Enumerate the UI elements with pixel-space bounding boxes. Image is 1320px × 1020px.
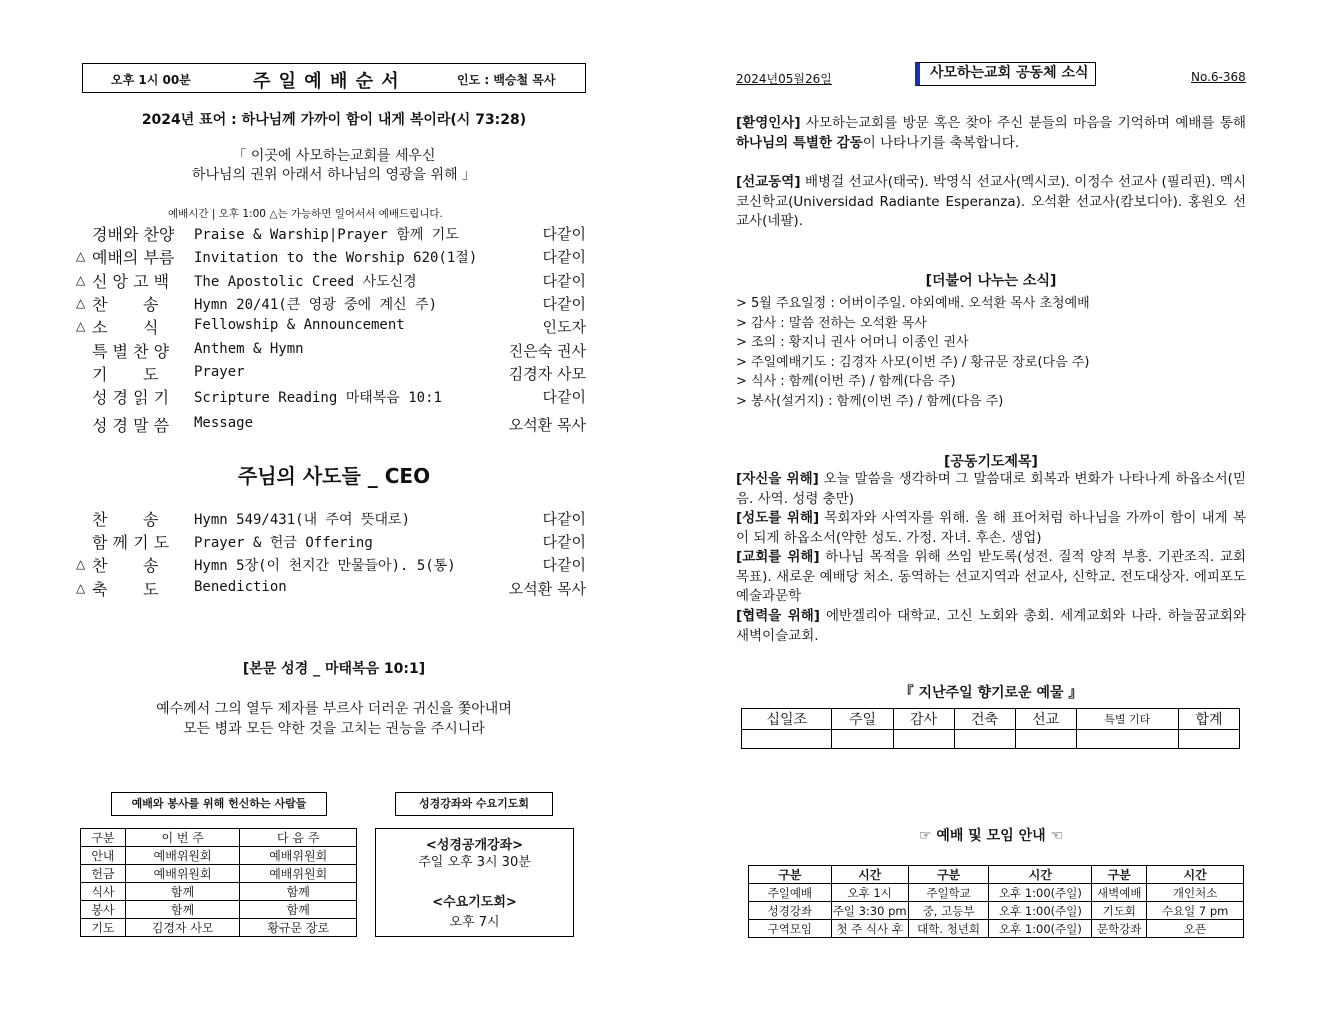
- servants-cell: 함께: [125, 901, 240, 919]
- meetings-row: [749, 902, 1244, 920]
- worship-item-name: 찬 송: [92, 510, 159, 529]
- worship-item-english: Hymn 549/431(내 주여 뜻대로): [194, 512, 411, 528]
- share-heading: [더불어 나누는 소식]: [925, 273, 1057, 289]
- meetings-cell: 대학. 청년회: [908, 920, 989, 938]
- offering-header-cell: 특별 기타: [1076, 709, 1178, 730]
- servants-cell: 예배위원회: [240, 865, 357, 883]
- worship-item-english: Message: [194, 415, 254, 431]
- stand-mark: △: [76, 319, 86, 333]
- mission-text: 배병걸 선교사(태국). 박영식 선교사(멕시코). 이정수 선교사 (필리핀). 멕시코신학교(Universidad Radiante Esperanza). 오석환 선교사(캄보디아). 홍원오 선교사(네팔).: [736, 174, 1246, 229]
- worship-item-leader: 김경자 사모: [508, 365, 586, 383]
- meetings-cell: 개인처소: [1147, 884, 1244, 902]
- servants-header-cell: 다 음 주: [240, 829, 357, 847]
- worship-item-leader: 다같이: [542, 510, 586, 528]
- worship-item: [76, 530, 586, 552]
- issue-number: No.6-368: [1191, 70, 1246, 84]
- meetings-cell: 첫 주 식사 후: [831, 920, 908, 938]
- servants-table: [80, 828, 357, 937]
- bible-study-box: [375, 828, 574, 937]
- servants-header-cell: 이 번 주: [125, 829, 240, 847]
- vision-line-1: 「 이곳에 사모하는교회를 세우신: [232, 148, 436, 164]
- servants-cell: 헌금: [81, 865, 126, 883]
- worship-item-name: 경배와 찬양: [92, 225, 175, 244]
- offering-amount-cell: [893, 730, 954, 749]
- worship-item-english: Anthem & Hymn: [194, 341, 304, 357]
- meetings-cell: 주일예배: [749, 884, 832, 902]
- welcome-bold: 하나님의 특별한 감동: [736, 134, 863, 151]
- servants-row: [81, 847, 357, 865]
- worship-item-english: Praise & Warship|Prayer 함께 기도: [194, 227, 459, 243]
- meetings-title: ☞ 예배 및 모임 안내 ☜: [918, 828, 1064, 844]
- meetings-cell: 중, 고등부: [908, 902, 989, 920]
- stand-mark: △: [76, 581, 86, 595]
- worship-item: [76, 413, 586, 435]
- worship-item-name: 신 앙 고 백: [92, 272, 170, 291]
- meetings-cell: 주일학교: [908, 884, 989, 902]
- stand-mark: △: [76, 273, 86, 287]
- offering-amount-cell: [954, 730, 1015, 749]
- meetings-cell: 기도회: [1092, 902, 1147, 920]
- meetings-row: [749, 884, 1244, 902]
- worship-item-leader: 다같이: [542, 272, 586, 290]
- meetings-cell: 구역모임: [749, 920, 832, 938]
- worship-item-leader: 다같이: [542, 295, 586, 313]
- meetings-header-cell: 구분: [1092, 866, 1147, 884]
- scripture-heading: [본문 성경 _ 마태복음 10:1]: [242, 661, 426, 677]
- worship-item-name: 찬 송: [92, 295, 159, 314]
- servants-cell: 예배위원회: [125, 847, 240, 865]
- offering-header-cell: 주일: [832, 709, 893, 730]
- offering-header-cell: 합계: [1178, 709, 1239, 730]
- leader: 인도 : 백승철 목사: [457, 73, 556, 87]
- worship-item-name: 특 별 찬 양: [92, 342, 170, 361]
- servants-cell: 기도: [81, 919, 126, 937]
- scripture-line-1: 예수께서 그의 열두 제자를 부르사 더러운 귀신을 쫓아내며: [156, 701, 512, 717]
- news-title: 사모하는교회 공동체 소식: [915, 62, 1096, 86]
- share-item: > 식사 : 함께(이번 주) / 함께(다음 주): [736, 374, 956, 389]
- share-item: > 5월 주요일정 : 어버이주일. 야외예배. 오석환 목사 초청예배: [736, 296, 1090, 311]
- servants-cell: 함께: [125, 883, 240, 901]
- worship-item-name: 함 께 기 도: [92, 533, 170, 552]
- offering-header-cell: 선교: [1015, 709, 1076, 730]
- meetings-cell: 주일 3:30 pm: [832, 903, 907, 918]
- offering-header-cell: 십일조: [742, 709, 832, 730]
- prayer-item-label: [협력을 위해]: [736, 608, 820, 624]
- stand-mark: △: [76, 296, 86, 310]
- servants-row: [81, 919, 357, 937]
- worship-item: [76, 315, 586, 337]
- worship-item-english: Invitation to the Worship 620(1절): [194, 250, 478, 266]
- worship-item: [76, 553, 586, 575]
- offering-amount-cell: [1076, 730, 1178, 749]
- prayer-item-text: 목회자와 사역자를 위해. 올 해 표어처럼 하나님을 가까이 함이 내게 복이 되게 하옵소서(약한 성도. 가정. 자녀. 후손. 생업): [736, 510, 1246, 546]
- worship-item-english: Benediction: [194, 579, 287, 595]
- worship-item-leader: 다같이: [542, 248, 586, 266]
- servants-cell: 함께: [240, 883, 357, 901]
- servants-cell: 식사: [81, 883, 126, 901]
- offering-amount-cell: [742, 730, 832, 749]
- meetings-cell: 오픈: [1147, 920, 1244, 938]
- offering-amount-cell: [1015, 730, 1076, 749]
- bible-study-item-2-title: <수요기도회>: [432, 895, 517, 910]
- worship-item-leader: 오석환 목사: [508, 416, 586, 434]
- prayer-item-label: [성도를 위해]: [736, 510, 820, 526]
- servants-cell: 안내: [81, 847, 126, 865]
- share-item: > 조의 : 황지니 권사 어머니 이종인 권사: [736, 335, 969, 350]
- service-note: 예배시간 | 오후 1:00 △는 가능하면 일어서서 예배드립니다.: [168, 208, 443, 220]
- scripture-line-2: 모든 병과 모든 약한 것을 고치는 권능을 주시니라: [183, 721, 485, 737]
- worship-item-english: Hymn 5장(이 천지간 만물들아). 5(통): [194, 558, 456, 574]
- worship-item-english: The Apostolic Creed 사도신경: [194, 274, 417, 290]
- worship-item-leader: 다같이: [542, 533, 586, 551]
- meetings-cell: 성경강좌: [749, 902, 832, 920]
- worship-item-leader: 다같이: [542, 225, 586, 243]
- service-time: 오후 1시 00분: [111, 73, 191, 87]
- worship-item-english: Hymn 20/41(큰 영광 중에 계신 주): [194, 297, 438, 313]
- welcome-paragraph: [736, 114, 1246, 153]
- worship-item-name: 축 도: [92, 580, 159, 599]
- servants-header-row: [81, 829, 357, 847]
- mission-paragraph: [736, 173, 1246, 232]
- worship-item: [76, 245, 586, 267]
- worship-item-name: 기 도: [92, 365, 159, 384]
- prayer-item: [736, 548, 1246, 607]
- meetings-header-cell: 시간: [1147, 866, 1244, 884]
- prayer-item-text: 에반겔리아 대학교. 고신 노회와 총회. 세계교회와 나라. 하늘꿈교회와 새벽이슬교회.: [736, 608, 1247, 644]
- share-item: > 봉사(설거지) : 함께(이번 주) / 함께(다음 주): [736, 393, 1004, 409]
- stand-mark: △: [76, 249, 86, 263]
- offering-title: 『 지난주일 향기로운 예물 』: [899, 685, 1083, 701]
- servants-row: [81, 883, 357, 901]
- mission-label: [선교동역]: [736, 174, 801, 190]
- servants-cell: 황규문 장로: [240, 919, 357, 937]
- worship-item-leader: 오석환 목사: [508, 580, 586, 598]
- meetings-cell: 오후 1시: [831, 884, 908, 902]
- worship-item-leader: 다같이: [542, 556, 586, 574]
- bible-study-item-1-time: 주일 오후 3시 30분: [418, 855, 531, 870]
- worship-item: [76, 222, 586, 244]
- year-motto: 2024년 표어 : 하나님께 가까이 함이 내게 복이라(시 73:28): [141, 112, 527, 128]
- meetings-cell: 오후 1:00(주일): [989, 920, 1092, 938]
- worship-item: [76, 507, 586, 529]
- bible-study-item-1-title: <성경공개강좌>: [425, 838, 524, 853]
- meetings-cell: 수요일 7 pm: [1147, 902, 1244, 920]
- worship-item-name: 찬 송: [92, 556, 159, 575]
- prayer-item-label: [자신을 위해]: [736, 471, 819, 487]
- sermon-title: 주님의 사도들 _ CEO: [237, 464, 431, 488]
- meetings-cell: 오후 1:00(주일): [989, 884, 1092, 902]
- worship-item-leader: 인도자: [542, 318, 586, 336]
- prayer-item-label: [교회를 위해]: [736, 549, 820, 565]
- share-item: > 감사 : 말씀 전하는 오석환 목사: [736, 315, 927, 331]
- prayer-item: [736, 607, 1246, 646]
- worship-item: [76, 362, 586, 384]
- prayer-item: [736, 509, 1246, 548]
- worship-item-leader: 진은숙 권사: [508, 342, 586, 360]
- worship-item: [76, 269, 586, 291]
- welcome-text: 사모하는교회를 방문 혹은 찾아 주신 분들의 마음을 기억하며 예배를 통해: [800, 115, 1246, 131]
- bulletin-date: 2024년05월26일: [736, 72, 832, 86]
- servants-title: 예배와 봉사를 위해 헌신하는 사람들: [111, 792, 327, 816]
- worship-item-english: Fellowship & Announcement: [194, 317, 405, 333]
- prayer-item-text: 오늘 말씀을 생각하며 그 말씀대로 회복과 변화가 나타나게 하옵소서(믿음. 사역. 성령 충만): [736, 471, 1246, 507]
- worship-item-name: 소 식: [92, 318, 159, 337]
- servants-row: [81, 865, 357, 883]
- worship-item-leader: 다같이: [542, 388, 586, 406]
- bible-study-item-2-time: 오후 7시: [449, 915, 500, 930]
- share-item: > 주일예배기도 : 김경자 사모(이번 주) / 황규문 장로(다음 주): [736, 354, 1090, 370]
- worship-item: [76, 577, 586, 599]
- left-header-box: [82, 63, 586, 93]
- vision-line-2: 하나님의 권위 아래서 하나님의 영광을 위해 」: [191, 167, 477, 183]
- offering-header-cell: 감사: [893, 709, 954, 730]
- worship-item-english: Prayer: [194, 364, 245, 380]
- meetings-row: [749, 920, 1244, 938]
- worship-item-name: 예배의 부름: [92, 248, 175, 267]
- servants-header-cell: 구분: [81, 829, 126, 847]
- meetings-header-cell: 구분: [908, 866, 989, 884]
- order-title: 주 일 예 배 순 서: [253, 71, 400, 92]
- worship-item-english: Scripture Reading 마태복음 10:1: [194, 390, 442, 406]
- meetings-table: [748, 865, 1244, 938]
- offering-table: [741, 708, 1240, 749]
- welcome-text-2: 이 나타나기를 축복합니다.: [862, 134, 1020, 151]
- offering-amount-cell: [832, 730, 893, 749]
- worship-item-english: Prayer & 헌금 Offering: [194, 535, 373, 551]
- prayer-heading: [공동기도제목]: [944, 454, 1038, 470]
- meetings-header-cell: 시간: [989, 866, 1092, 884]
- prayer-item: [736, 470, 1246, 509]
- worship-item: [76, 292, 586, 314]
- servants-cell: 예배위원회: [125, 865, 240, 883]
- meetings-header-cell: 구분: [749, 866, 832, 884]
- worship-item: [76, 385, 586, 407]
- worship-item: [76, 339, 586, 361]
- offering-header-cell: 건축: [954, 709, 1015, 730]
- servants-cell: 함께: [240, 901, 357, 919]
- bible-study-title: 성경강좌와 수요기도회: [395, 792, 553, 816]
- welcome-label: [환영인사]: [736, 115, 801, 131]
- stand-mark: △: [76, 557, 86, 571]
- meetings-cell: 새벽예배: [1092, 884, 1147, 902]
- servants-row: [81, 901, 357, 919]
- meetings-cell: 문학강좌: [1092, 920, 1147, 938]
- worship-item-name: 성 경 읽 기: [92, 388, 170, 407]
- servants-cell: 김경자 사모: [125, 919, 240, 937]
- meetings-cell: 오후 1:00(주일): [989, 902, 1092, 920]
- meetings-header-row: [749, 866, 1244, 884]
- offering-amount-cell: [1178, 730, 1239, 749]
- servants-cell: 봉사: [81, 901, 126, 919]
- prayer-item-text: 하나님 목적을 위해 쓰임 받도록(성전. 질적 양적 부흥. 기관조직. 교회 목표). 새로운 예배당 처소. 동역하는 선교지역과 선교사, 신학교. 전도대상자. 에피포도예술과문학: [736, 549, 1246, 604]
- servants-cell: 예배위원회: [240, 847, 357, 865]
- worship-item-name: 성 경 말 씀: [92, 416, 170, 435]
- meetings-header-cell: 시간: [831, 866, 908, 884]
